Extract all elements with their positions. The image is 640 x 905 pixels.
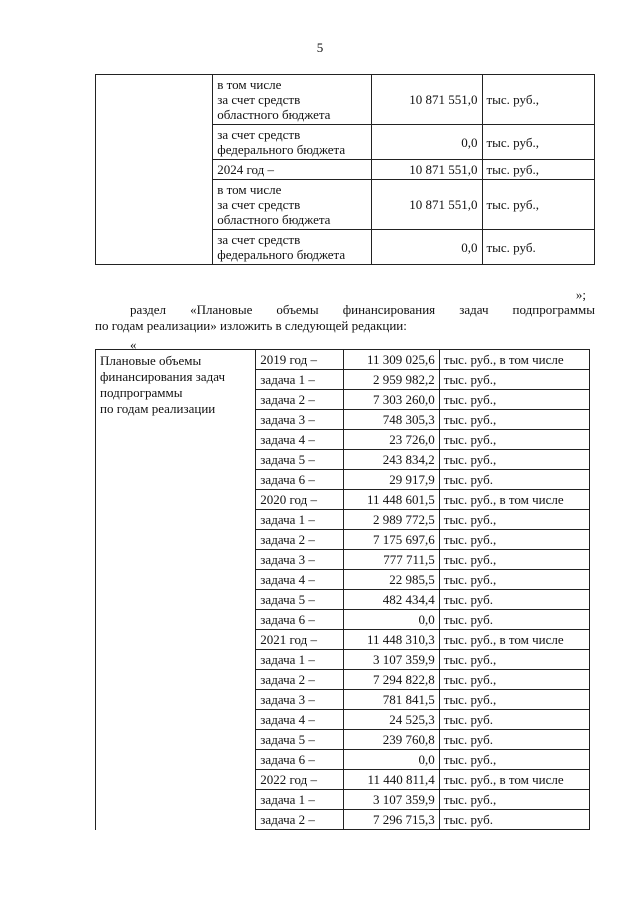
value-cell: 482 434,4: [344, 590, 440, 610]
description-line: в том числе: [217, 182, 282, 197]
value-cell: 2 989 772,5: [344, 510, 440, 530]
unit-cell: тыс. руб.: [439, 730, 589, 750]
description-line: областного бюджета: [217, 107, 331, 122]
row-description: [213, 125, 372, 160]
description-line: 2024 год –: [217, 162, 275, 177]
unit-cell: тыс. руб.,: [439, 370, 589, 390]
value-cell: 781 841,5: [344, 690, 440, 710]
label-line: финансирования задач: [100, 369, 225, 384]
funding-continuation-table: [95, 74, 595, 265]
instruction-paragraph: [95, 302, 595, 334]
value-cell: 11 448 310,3: [344, 630, 440, 650]
unit-cell: тыс. руб.,: [439, 530, 589, 550]
period-cell: 2021 год –: [256, 630, 344, 650]
description-line: федерального бюджета: [217, 247, 346, 262]
unit-cell: тыс. руб.,: [439, 750, 589, 770]
paragraph-line-1: раздел «Плановые объемы финансирования задач подпрограммы: [130, 302, 595, 317]
period-cell: задача 2 –: [256, 390, 344, 410]
amount-cell: 0,0: [371, 125, 482, 160]
empty-label-cell: [96, 75, 213, 265]
paragraph-line-2: по годам реализации» изложить в следующей редакции:: [95, 318, 407, 333]
period-cell: задача 1 –: [256, 370, 344, 390]
period-cell: задача 1 –: [256, 790, 344, 810]
label-line: подпрограммы: [100, 385, 183, 400]
period-cell: задача 5 –: [256, 730, 344, 750]
table-row: [96, 75, 595, 125]
period-cell: задача 3 –: [256, 550, 344, 570]
unit-cell: тыс. руб.,: [439, 410, 589, 430]
unit-cell: тыс. руб.,: [482, 180, 595, 230]
period-cell: задача 5 –: [256, 590, 344, 610]
period-cell: задача 2 –: [256, 530, 344, 550]
amount-cell: 10 871 551,0: [371, 160, 482, 180]
value-cell: 11 309 025,6: [344, 350, 440, 370]
description-line: в том числе: [217, 77, 282, 92]
section-label-cell: [96, 350, 256, 830]
description-line: за счет средств: [217, 197, 301, 212]
unit-cell: тыс. руб.,: [482, 125, 595, 160]
value-cell: 11 448 601,5: [344, 490, 440, 510]
page-number: 5: [316, 40, 324, 55]
unit-cell: тыс. руб.,: [439, 670, 589, 690]
unit-cell: тыс. руб., в том числе: [439, 770, 589, 790]
unit-cell: тыс. руб.,: [439, 790, 589, 810]
period-cell: задача 6 –: [256, 470, 344, 490]
amount-cell: 0,0: [371, 230, 482, 265]
value-cell: 239 760,8: [344, 730, 440, 750]
value-cell: 29 917,9: [344, 470, 440, 490]
unit-cell: тыс. руб.: [439, 610, 589, 630]
label-line: по годам реализации: [100, 401, 216, 416]
unit-cell: тыс. руб., в том числе: [439, 490, 589, 510]
value-cell: 777 711,5: [344, 550, 440, 570]
row-description: [213, 230, 372, 265]
period-cell: задача 5 –: [256, 450, 344, 470]
unit-cell: тыс. руб.,: [439, 450, 589, 470]
value-cell: 243 834,2: [344, 450, 440, 470]
amount-cell: 10 871 551,0: [371, 180, 482, 230]
unit-cell: тыс. руб.,: [439, 390, 589, 410]
value-cell: 3 107 359,9: [344, 650, 440, 670]
unit-cell: тыс. руб.,: [439, 650, 589, 670]
unit-cell: тыс. руб., в том числе: [439, 350, 589, 370]
period-cell: задача 4 –: [256, 710, 344, 730]
description-line: федерального бюджета: [217, 142, 346, 157]
row-description: [213, 160, 372, 180]
value-cell: 0,0: [344, 610, 440, 630]
unit-cell: тыс. руб.: [439, 470, 589, 490]
table-row: [96, 350, 590, 370]
unit-cell: тыс. руб.,: [439, 510, 589, 530]
closing-quote: »;: [575, 287, 586, 302]
description-line: за счет средств: [217, 127, 301, 142]
unit-cell: тыс. руб.: [439, 710, 589, 730]
unit-cell: тыс. руб.,: [482, 75, 595, 125]
row-description: [213, 75, 372, 125]
label-line: Плановые объемы: [100, 353, 202, 368]
opening-quote: «: [130, 337, 137, 352]
description-line: областного бюджета: [217, 212, 331, 227]
value-cell: 7 296 715,3: [344, 810, 440, 830]
unit-cell: тыс. руб.: [439, 590, 589, 610]
value-cell: 2 959 982,2: [344, 370, 440, 390]
period-cell: задача 6 –: [256, 610, 344, 630]
value-cell: 7 175 697,6: [344, 530, 440, 550]
period-cell: задача 4 –: [256, 430, 344, 450]
value-cell: 22 985,5: [344, 570, 440, 590]
unit-cell: тыс. руб.,: [439, 690, 589, 710]
period-cell: задача 2 –: [256, 810, 344, 830]
unit-cell: тыс. руб.,: [439, 550, 589, 570]
period-cell: 2022 год –: [256, 770, 344, 790]
value-cell: 23 726,0: [344, 430, 440, 450]
value-cell: 11 440 811,4: [344, 770, 440, 790]
unit-cell: тыс. руб., в том числе: [439, 630, 589, 650]
unit-cell: тыс. руб.,: [439, 570, 589, 590]
value-cell: 748 305,3: [344, 410, 440, 430]
value-cell: 24 525,3: [344, 710, 440, 730]
description-line: за счет средств: [217, 92, 301, 107]
value-cell: 0,0: [344, 750, 440, 770]
planned-funding-table: [95, 349, 590, 830]
value-cell: 3 107 359,9: [344, 790, 440, 810]
period-cell: задача 3 –: [256, 690, 344, 710]
amount-cell: 10 871 551,0: [371, 75, 482, 125]
row-description: [213, 180, 372, 230]
period-cell: задача 2 –: [256, 670, 344, 690]
description-line: за счет средств: [217, 232, 301, 247]
value-cell: 7 294 822,8: [344, 670, 440, 690]
unit-cell: тыс. руб.,: [482, 160, 595, 180]
period-cell: задача 3 –: [256, 410, 344, 430]
value-cell: 7 303 260,0: [344, 390, 440, 410]
period-cell: 2020 год –: [256, 490, 344, 510]
period-cell: задача 6 –: [256, 750, 344, 770]
unit-cell: тыс. руб.,: [439, 430, 589, 450]
period-cell: задача 1 –: [256, 510, 344, 530]
period-cell: задача 1 –: [256, 650, 344, 670]
period-cell: задача 4 –: [256, 570, 344, 590]
unit-cell: тыс. руб.: [439, 810, 589, 830]
period-cell: 2019 год –: [256, 350, 344, 370]
unit-cell: тыс. руб.: [482, 230, 595, 265]
